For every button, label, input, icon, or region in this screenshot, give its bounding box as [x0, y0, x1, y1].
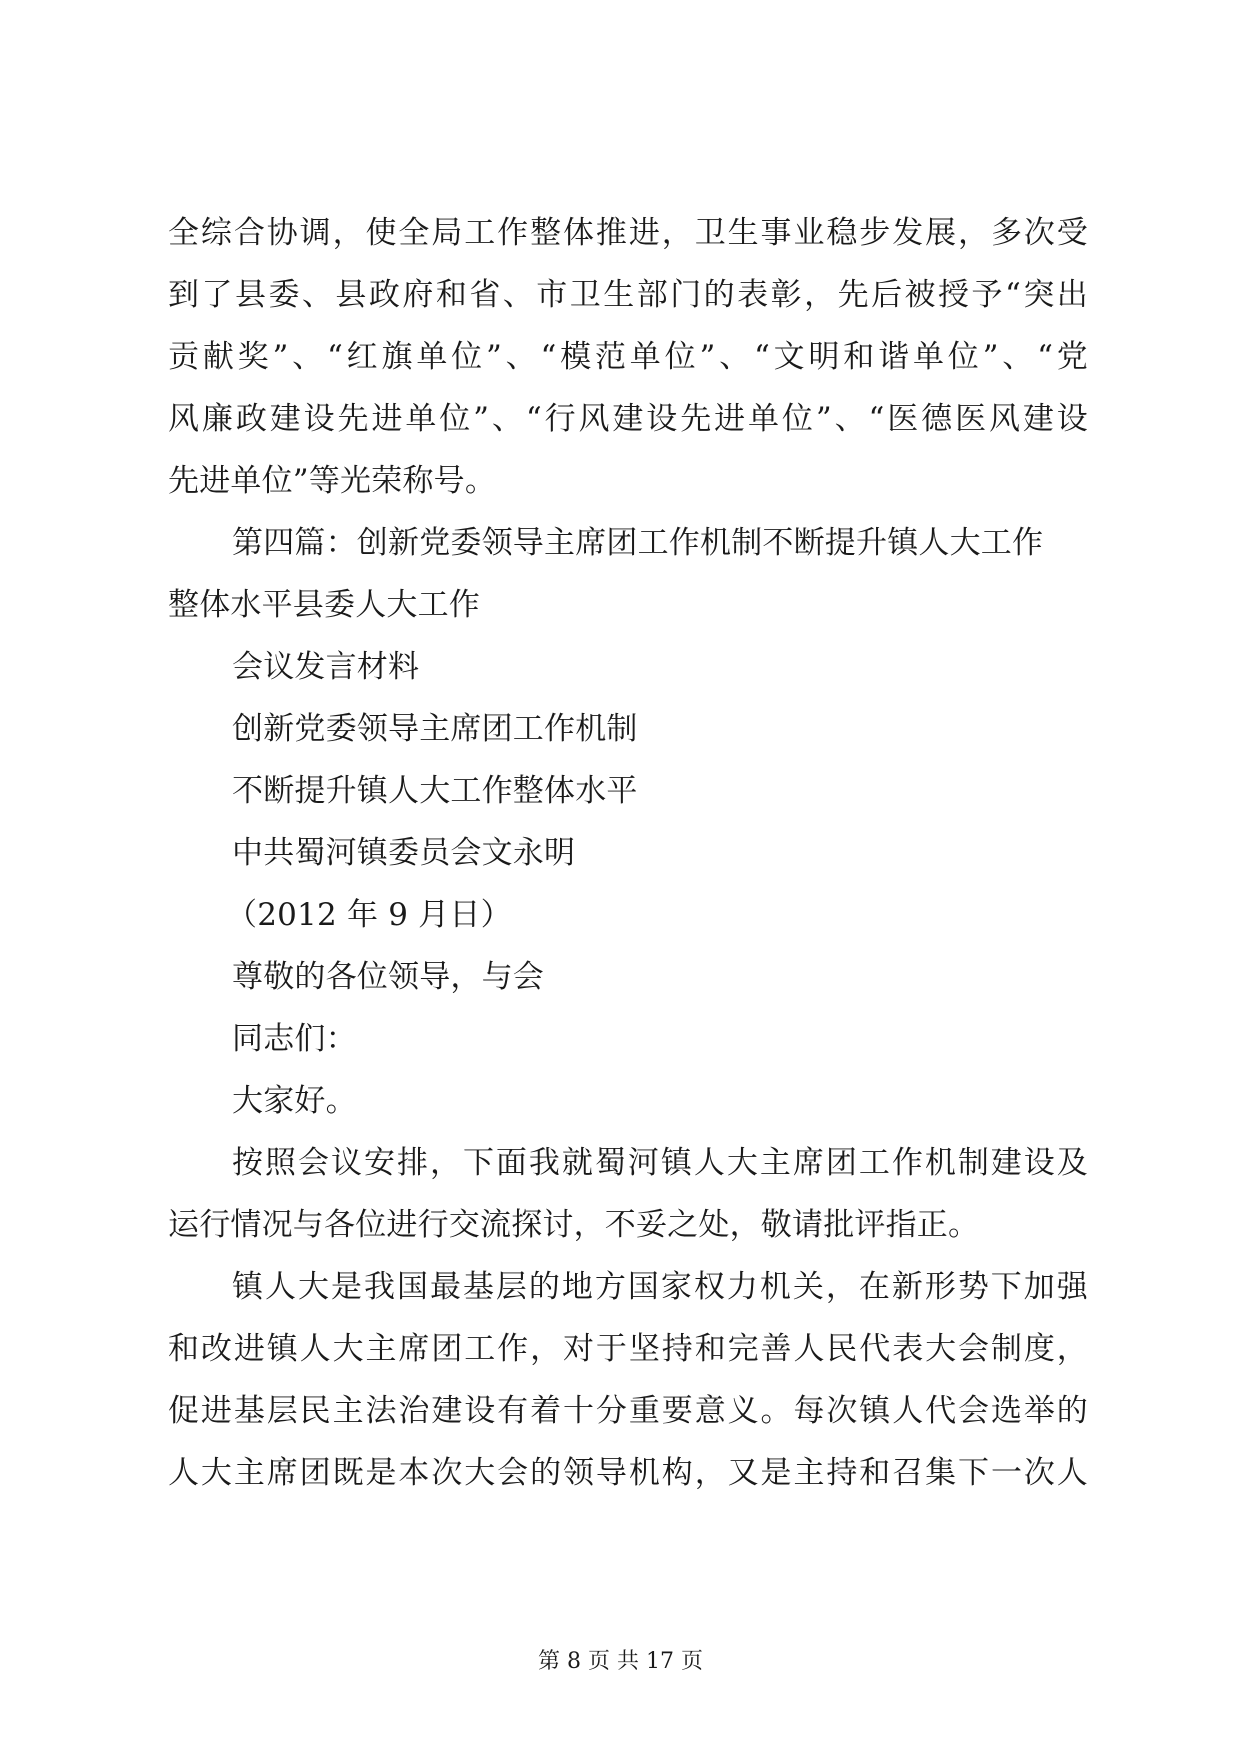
body-text-line: 贡献奖”、“红旗单位”、“模范单位”、“文明和谐单位”、“党	[168, 339, 1088, 375]
body-text-line: 风廉政建设先进单位”、“行风建设先进单位”、“医德医风建设	[168, 401, 1088, 437]
body-text-line: 不断提升镇人大工作整体水平	[232, 773, 638, 809]
body-text-line: 大家好。	[232, 1083, 357, 1119]
body-text-line: 创新党委领导主席团工作机制	[232, 711, 638, 747]
date-line: （2012 年 9 月日）	[226, 897, 512, 933]
body-text-line: 运行情况与各位进行交流探讨，不妥之处，敬请批评指正。	[168, 1207, 980, 1243]
body-text-line: 全综合协调，使全局工作整体推进，卫生事业稳步发展，多次受	[168, 215, 1088, 251]
body-text-line: 镇人大是我国最基层的地方国家权力机关，在新形势下加强	[232, 1269, 1088, 1305]
body-text-line: 人大主席团既是本次大会的领导机构，又是主持和召集下一次人	[168, 1455, 1088, 1491]
body-text-line: 促进基层民主法治建设有着十分重要意义。每次镇人代会选举的	[168, 1393, 1088, 1429]
body-text-line: 中共蜀河镇委员会文永明	[232, 835, 576, 871]
body-text-line: 同志们：	[232, 1021, 357, 1057]
section-heading-line: 整体水平县委人大工作	[168, 587, 480, 623]
body-text-line: 按照会议安排，下面我就蜀河镇人大主席团工作机制建设及	[232, 1145, 1088, 1181]
section-heading-line: 第四篇：创新党委领导主席团工作机制不断提升镇人大工作	[232, 525, 1044, 561]
body-text-line: 和改进镇人大主席团工作，对于坚持和完善人民代表大会制度，	[168, 1331, 1088, 1367]
body-text-line: 会议发言材料	[232, 649, 420, 685]
body-text-line: 尊敬的各位领导，与会	[232, 959, 544, 995]
body-text-line: 先进单位”等光荣称号。	[168, 463, 497, 499]
page-footer: 第 8 页 共 17 页	[538, 1649, 703, 1674]
body-text-line: 到了县委、县政府和省、市卫生部门的表彰，先后被授予“突出	[168, 277, 1088, 313]
